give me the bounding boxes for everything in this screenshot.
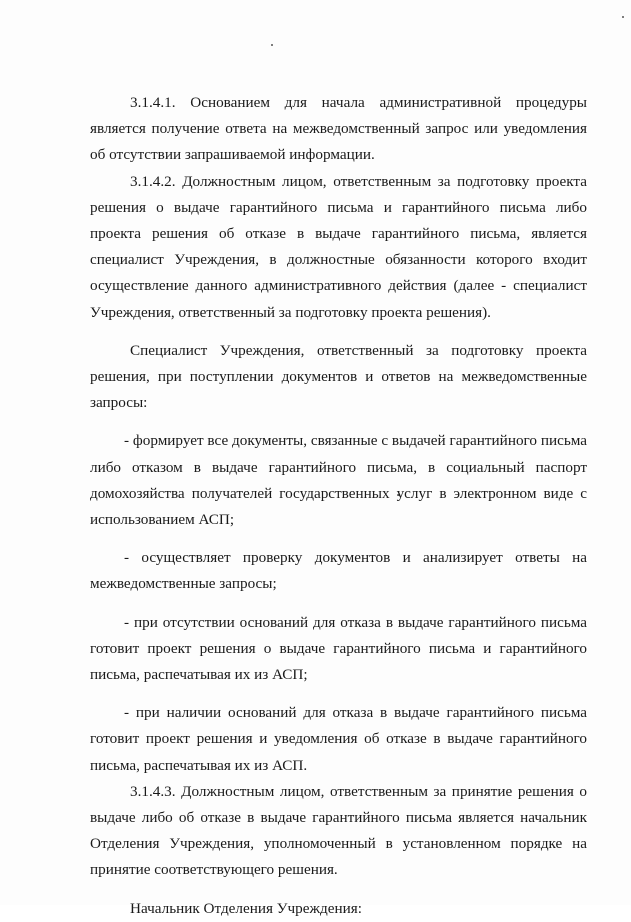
paragraph-3-1-4-2: 3.1.4.2. Должностным лицом, ответственным за подготовку проекта решения о выдаче гарантийного письма и гарантийного письма либо проекта решения об отказе в выдаче гарантийного письма, является специалист Учреждения, в должностные обязанности которого входит осуществление данного административного действия (далее - специалист Учреждения, ответственный за подготовку проекта решения). bbox=[90, 172, 587, 321]
paragraph-specialist-duties: Специалист Учреждения, ответственный за подготовку проекта решения, при поступлении документов и ответов на межведомственные запросы: bbox=[90, 341, 587, 412]
scan-speck bbox=[271, 44, 273, 46]
paragraph-3-1-4-1: 3.1.4.1. Основанием для начала административной процедуры является получение ответа на межведомственный запрос или уведомления об отсутствии запрашиваемой информации. bbox=[90, 94, 587, 164]
document-body bbox=[90, 90, 587, 922]
list-item-grounds-present: - при наличии оснований для отказа в выдаче гарантийного письма готовит проект решения и уведомления об отказе в выдаче гарантийного письма, распечатывая их из АСП. bbox=[90, 704, 587, 774]
list-item-forms-documents: - формирует все документы, связанные с выдачей гарантийного письма либо отказом в выдаче гарантийного письма, в социальный паспорт домохозяйства получателей государственных услуг в электронном виде с использованием АСП; bbox=[90, 432, 587, 529]
paragraph-3-1-4-3: 3.1.4.3. Должностным лицом, ответственным за принятие решения о выдаче либо об отказе в выдаче гарантийного письма является начальник Отделения Учреждения, уполномоченный в установленном порядке на принятие соответствующего решения. bbox=[90, 782, 587, 879]
list-item-no-grounds: - при отсутствии оснований для отказа в выдаче гарантийного письма готовит проект решения о выдаче гарантийного письма и гарантийного письма, распечатывая их из АСП; bbox=[90, 613, 587, 684]
paragraph-department-head: Начальник Отделения Учреждения: bbox=[130, 899, 362, 917]
scan-speck bbox=[622, 16, 624, 18]
list-item-checks-documents: - осуществляет проверку документов и анализирует ответы на межведомственные запросы; bbox=[90, 549, 587, 593]
